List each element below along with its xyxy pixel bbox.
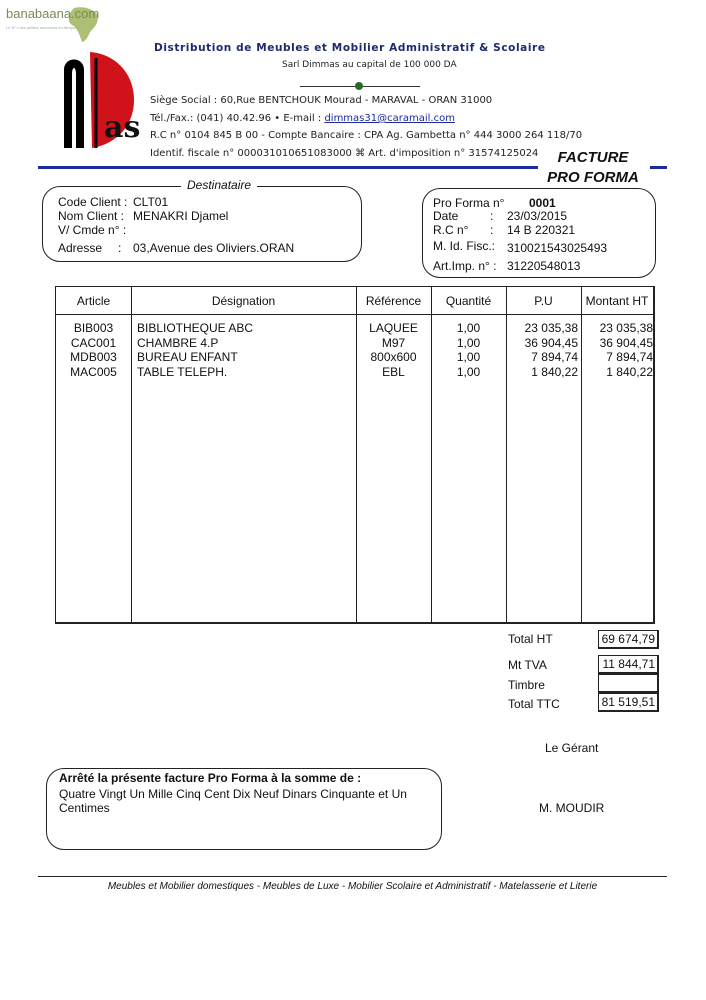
proforma-rc-sep: : xyxy=(490,223,494,237)
recipient-legend: Destinataire xyxy=(181,178,257,192)
cell-article: CAC001 xyxy=(70,336,117,350)
proforma-date-label: Date xyxy=(433,209,459,223)
col-header-montant: Montant HT xyxy=(585,294,649,308)
client-order-label: V/ Cmde n° : xyxy=(58,223,127,237)
cell-reference: M97 xyxy=(381,336,406,350)
cell-montant: 23 035,38 xyxy=(599,321,653,335)
watermark xyxy=(2,2,102,42)
client-code-label: Code Client : xyxy=(58,195,128,209)
cell-quantite: 1,00 xyxy=(456,336,481,350)
company-contact xyxy=(150,113,455,124)
phone-fax: Tél./Fax.: (041) 40.42.96 • E-mail : xyxy=(150,113,322,124)
client-address-label: Adresse xyxy=(58,241,103,255)
proforma-fisc-value: 310021543025493 xyxy=(507,241,608,255)
company-capital: Sarl Dimmas au capital de 100 000 DA xyxy=(282,60,457,70)
cell-montant: 7 894,74 xyxy=(606,350,653,364)
amount-words-heading: Arrêté la présente facture Pro Forma à la somme de : xyxy=(59,771,362,785)
cell-reference: 800x600 xyxy=(370,350,417,364)
doc-title-proforma: PRO FORMA xyxy=(547,169,639,186)
header-rule-left xyxy=(38,166,538,169)
timbre-label: Timbre xyxy=(508,678,545,692)
proforma-artimp-value: 31220548013 xyxy=(507,259,581,273)
client-address-value: 03,Avenue des Oliviers.ORAN xyxy=(133,241,295,255)
company-heading: Distribution de Meubles et Mobilier Administratif & Scolaire xyxy=(154,42,546,54)
col-header-designation: Désignation xyxy=(211,294,276,308)
total-ht-label: Total HT xyxy=(508,632,553,646)
client-address-sep: : xyxy=(118,241,122,255)
cell-designation: BIBLIOTHEQUE ABC xyxy=(137,321,254,335)
manager-title: Le Gérant xyxy=(545,741,599,755)
cell-quantite: 1,00 xyxy=(456,350,481,364)
col-header-article: Article xyxy=(76,294,111,308)
cell-quantite: 1,00 xyxy=(456,321,481,335)
company-address: Siège Social : 60,Rue BENTCHOUK Mourad - MARAVAL - ORAN 31000 xyxy=(150,95,493,106)
company-logo xyxy=(50,44,142,156)
proforma-date-value: 23/03/2015 xyxy=(507,209,568,223)
cell-designation: BUREAU ENFANT xyxy=(137,350,238,364)
tva-label: Mt TVA xyxy=(508,658,547,672)
manager-name: M. MOUDIR xyxy=(539,801,605,815)
proforma-rc-label: R.C n° xyxy=(433,223,469,237)
proforma-number-value: 0001 xyxy=(529,196,556,210)
company-fiscal: Identif. fiscale n° 000031010651083000 ⌘ Art. d'imposition n° 31574125024 xyxy=(150,148,539,159)
cell-pu: 7 894,74 xyxy=(531,350,578,364)
amount-words-text: Quatre Vingt Un Mille Cinq Cent Dix Neuf Dinars Cinquante et Un Centimes xyxy=(59,787,407,815)
items-table xyxy=(55,286,655,624)
cell-quantite: 1,00 xyxy=(456,365,481,379)
col-header-quantite: Quantité xyxy=(445,294,492,308)
divider-dot-icon xyxy=(355,82,363,90)
cell-article: BIB003 xyxy=(73,321,114,335)
timbre-value xyxy=(598,674,659,693)
logo-letters: as xyxy=(104,110,141,145)
cell-reference: EBL xyxy=(382,365,405,379)
cell-montant: 36 904,45 xyxy=(599,336,653,350)
proforma-date-sep: : xyxy=(490,209,494,223)
cell-pu: 36 904,45 xyxy=(524,336,578,350)
watermark-tagline: Le N°1 des petites annonces en Afrique xyxy=(6,25,77,30)
cell-designation: TABLE TELEPH. xyxy=(137,365,228,379)
proforma-artimp-label: Art.Imp. n° : xyxy=(433,259,497,273)
cell-pu: 23 035,38 xyxy=(524,321,578,335)
col-header-pu: P.U xyxy=(534,294,553,308)
header-separator xyxy=(56,314,653,315)
cell-article: MAC005 xyxy=(70,365,117,379)
watermark-text: banabaana.com xyxy=(6,6,100,21)
header-rule-right xyxy=(650,166,667,169)
total-ht-value: 69 674,79 xyxy=(598,630,659,649)
proforma-number-label: Pro Forma n° xyxy=(433,196,505,210)
footer-text: Meubles et Mobilier domestiques - Meubles de Luxe - Mobilier Scolaire et Administratif - Matelasserie et Literie xyxy=(107,881,598,892)
col-divider xyxy=(131,287,132,622)
col-header-reference: Référence xyxy=(365,294,422,308)
cell-designation: CHAMBRE 4.P xyxy=(137,336,219,350)
cell-montant: 1 840,22 xyxy=(606,365,653,379)
client-name-label: Nom Client : xyxy=(58,209,125,223)
client-code-value: CLT01 xyxy=(133,195,169,209)
proforma-fisc-label: M. Id. Fisc.: xyxy=(433,239,496,253)
total-ttc-label: Total TTC xyxy=(508,697,560,711)
company-rc: R.C n° 0104 845 B 00 - Compte Bancaire : CPA Ag. Gambetta n° 444 3000 264 118/70 xyxy=(150,130,583,141)
cell-reference: LAQUEE xyxy=(369,321,418,335)
cell-pu: 1 840,22 xyxy=(531,365,578,379)
tva-value: 11 844,71 xyxy=(598,655,659,674)
total-ttc-value: 81 519,51 xyxy=(598,693,659,712)
company-email-link[interactable]: dimmas31@caramail.com xyxy=(324,113,455,124)
cell-article: MDB003 xyxy=(70,350,117,364)
client-name-value: MENAKRI Djamel xyxy=(133,209,229,223)
doc-title-facture: FACTURE xyxy=(557,149,629,166)
proforma-rc-value: 14 B 220321 xyxy=(507,223,576,237)
footer-rule xyxy=(38,876,667,877)
